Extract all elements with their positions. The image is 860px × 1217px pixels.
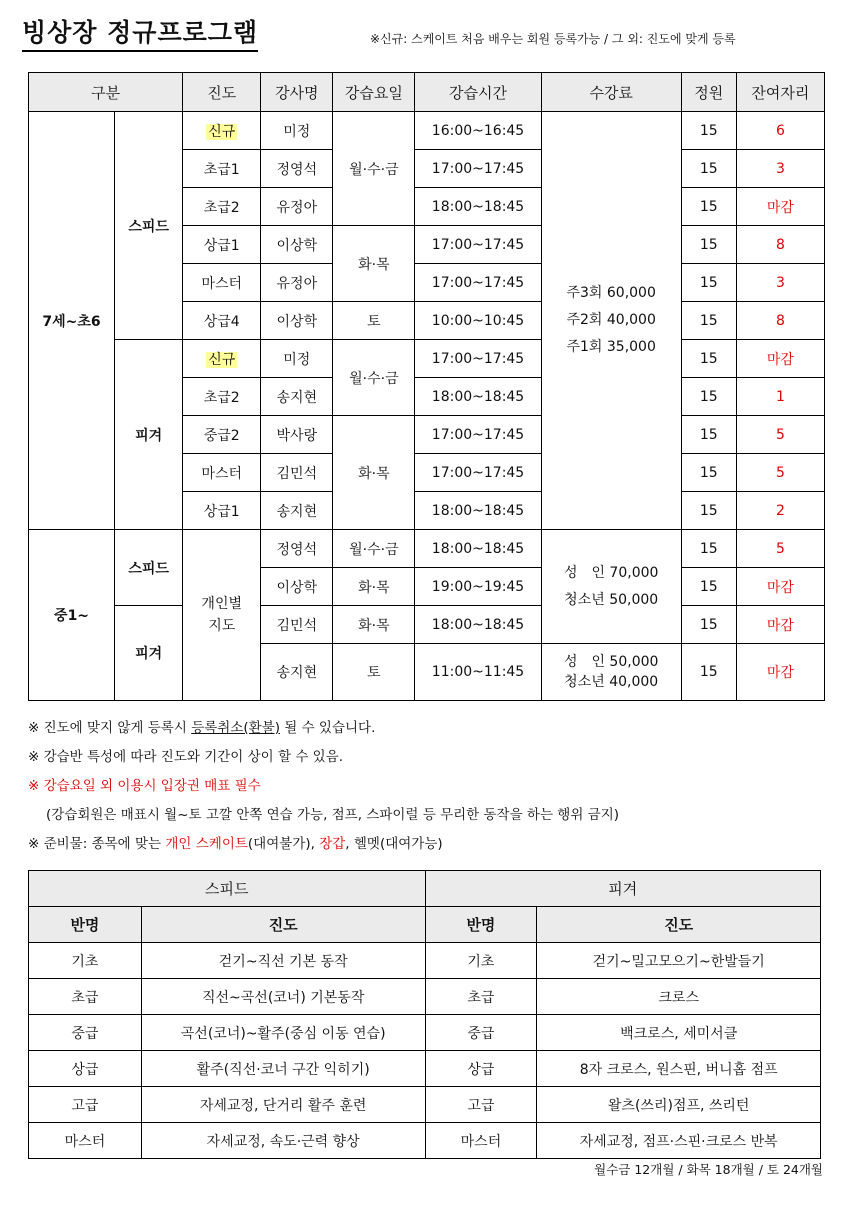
capacity-cell: 15 bbox=[681, 302, 736, 340]
progress-cell: 자세교정, 점프·스핀·크로스 반복 bbox=[537, 1123, 821, 1159]
teacher-cell: 송지현 bbox=[261, 378, 333, 416]
sport-speed: 스피드 bbox=[115, 112, 183, 340]
table-header-row bbox=[29, 73, 825, 112]
level-cell: 상급1 bbox=[183, 492, 261, 530]
time-cell: 18:00~18:45 bbox=[415, 378, 541, 416]
days-cell: 화·목 bbox=[333, 416, 415, 530]
teacher-cell: 이상학 bbox=[261, 302, 333, 340]
teacher-cell: 유정아 bbox=[261, 264, 333, 302]
capacity-cell: 15 bbox=[681, 644, 736, 701]
days-cell: 토 bbox=[333, 302, 415, 340]
table-row bbox=[29, 1087, 821, 1123]
capacity-cell: 15 bbox=[681, 492, 736, 530]
capacity-cell: 15 bbox=[681, 568, 736, 606]
class-cell: 초급 bbox=[425, 979, 537, 1015]
teacher-cell: 김민석 bbox=[261, 454, 333, 492]
fee-line: 주1회 35,000 bbox=[566, 339, 656, 355]
teacher-cell: 유정아 bbox=[261, 188, 333, 226]
remaining-cell: 마감 bbox=[736, 568, 824, 606]
header-fee: 수강료 bbox=[541, 73, 681, 112]
page-title: 빙상장 정규프로그램 bbox=[22, 18, 258, 52]
schedule-table bbox=[28, 72, 825, 701]
top-note: ※신규: 스케이트 처음 배우는 회원 등록가능 / 그 외: 진도에 맞게 등록 bbox=[370, 32, 736, 46]
teacher-cell: 미정 bbox=[261, 340, 333, 378]
time-cell: 17:00~17:45 bbox=[415, 150, 541, 188]
remaining-cell: 마감 bbox=[736, 644, 824, 701]
header-days: 강습요일 bbox=[333, 73, 415, 112]
time-cell: 16:00~16:45 bbox=[415, 112, 541, 150]
level-cell: 상급1 bbox=[183, 226, 261, 264]
time-cell: 18:00~18:45 bbox=[415, 530, 541, 568]
teacher-cell: 송지현 bbox=[261, 492, 333, 530]
fee-kids-cell bbox=[541, 112, 681, 530]
time-cell: 19:00~19:45 bbox=[415, 568, 541, 606]
capacity-cell: 15 bbox=[681, 416, 736, 454]
capacity-cell: 15 bbox=[681, 264, 736, 302]
fee-line: 청소년 40,000 bbox=[564, 674, 659, 690]
remaining-cell: 마감 bbox=[736, 340, 824, 378]
class-cell: 기초 bbox=[29, 943, 142, 979]
level-new-badge: 신규 bbox=[208, 123, 236, 140]
class-cell: 마스터 bbox=[29, 1123, 142, 1159]
remaining-cell: 5 bbox=[736, 416, 824, 454]
days-cell: 월·수·금 bbox=[333, 340, 415, 416]
progress-cell: 8자 크로스, 원스핀, 버니홉 점프 bbox=[537, 1051, 821, 1087]
level-cell: 마스터 bbox=[183, 264, 261, 302]
capacity-cell: 15 bbox=[681, 378, 736, 416]
teacher-cell: 정영석 bbox=[261, 530, 333, 568]
progress-cell: 왈츠(쓰리)점프, 쓰리턴 bbox=[537, 1087, 821, 1123]
fee-teen2-cell bbox=[541, 644, 681, 701]
note-line: ※ 강습반 특성에 따라 진도와 기간이 상이 할 수 있음. bbox=[28, 749, 344, 765]
time-cell: 18:00~18:45 bbox=[415, 606, 541, 644]
sport-figure-teen: 피겨 bbox=[115, 606, 183, 701]
teacher-cell: 이상학 bbox=[261, 226, 333, 264]
table-row bbox=[29, 530, 825, 568]
remaining-cell: 3 bbox=[736, 264, 824, 302]
group-teen: 중1~ bbox=[29, 530, 115, 701]
progress-figure-header: 피겨 bbox=[425, 871, 821, 907]
remaining-cell: 2 bbox=[736, 492, 824, 530]
progress-cell: 활주(직선·코너 구간 익히기) bbox=[141, 1051, 425, 1087]
days-cell: 토 bbox=[333, 644, 415, 701]
class-cell: 마스터 bbox=[425, 1123, 537, 1159]
level-cell: 상급4 bbox=[183, 302, 261, 340]
table-row bbox=[29, 1015, 821, 1051]
header-category: 구분 bbox=[29, 73, 183, 112]
remaining-cell: 마감 bbox=[736, 188, 824, 226]
note-line: ※ 진도에 맞지 않게 등록시 등록취소(환불) 될 수 있습니다. bbox=[28, 720, 376, 736]
table-row bbox=[29, 943, 821, 979]
time-cell: 17:00~17:45 bbox=[415, 226, 541, 264]
teacher-cell: 김민석 bbox=[261, 606, 333, 644]
table-row bbox=[29, 340, 825, 378]
individual-cell: 개인별 지도 bbox=[183, 530, 261, 701]
days-cell: 화·목 bbox=[333, 568, 415, 606]
progress-subheader-row bbox=[29, 907, 821, 943]
remaining-cell: 8 bbox=[736, 226, 824, 264]
sport-speed-teen: 스피드 bbox=[115, 530, 183, 606]
progress-header-row bbox=[29, 871, 821, 907]
refund-underline: 등록취소(환불) bbox=[191, 720, 280, 736]
group-kids: 7세~초6 bbox=[29, 112, 115, 530]
class-header: 반명 bbox=[29, 907, 142, 943]
fee-line: 청소년 50,000 bbox=[564, 591, 659, 608]
capacity-cell: 15 bbox=[681, 226, 736, 264]
level-cell: 초급1 bbox=[183, 150, 261, 188]
fee-line: 성 인 70,000 bbox=[563, 564, 659, 581]
header-time: 강습시간 bbox=[415, 73, 541, 112]
class-cell: 기초 bbox=[425, 943, 537, 979]
time-cell: 17:00~17:45 bbox=[415, 264, 541, 302]
remaining-cell: 6 bbox=[736, 112, 824, 150]
table-row bbox=[29, 979, 821, 1015]
remaining-cell: 8 bbox=[736, 302, 824, 340]
days-cell: 화·목 bbox=[333, 226, 415, 302]
progress-cell: 곡선(코너)~활주(중심 이동 연습) bbox=[141, 1015, 425, 1051]
teacher-cell: 정영석 bbox=[261, 150, 333, 188]
class-cell: 중급 bbox=[29, 1015, 142, 1051]
teacher-cell: 박사랑 bbox=[261, 416, 333, 454]
note-line: (강습회원은 매표시 월~토 고깔 안쪽 연습 가능, 점프, 스파이럴 등 무리한 동작을 하는 행위 금지) bbox=[46, 807, 620, 823]
capacity-cell: 15 bbox=[681, 188, 736, 226]
class-cell: 중급 bbox=[425, 1015, 537, 1051]
remaining-cell: 1 bbox=[736, 378, 824, 416]
teacher-cell: 송지현 bbox=[261, 644, 333, 701]
capacity-cell: 15 bbox=[681, 112, 736, 150]
time-cell: 10:00~10:45 bbox=[415, 302, 541, 340]
remaining-cell: 5 bbox=[736, 530, 824, 568]
fee-line: 성 인 50,000 bbox=[563, 654, 659, 670]
days-cell: 화·목 bbox=[333, 606, 415, 644]
time-cell: 18:00~18:45 bbox=[415, 492, 541, 530]
level-cell: 초급2 bbox=[183, 378, 261, 416]
time-cell: 17:00~17:45 bbox=[415, 454, 541, 492]
progress-speed-header: 스피드 bbox=[29, 871, 426, 907]
teacher-cell: 미정 bbox=[261, 112, 333, 150]
progress-table bbox=[28, 870, 821, 1159]
time-cell: 17:00~17:45 bbox=[415, 416, 541, 454]
sport-figure: 피겨 bbox=[115, 340, 183, 530]
class-cell: 초급 bbox=[29, 979, 142, 1015]
level-cell: 초급2 bbox=[183, 188, 261, 226]
time-cell: 18:00~18:45 bbox=[415, 188, 541, 226]
progress-cell: 백크로스, 세미서클 bbox=[537, 1015, 821, 1051]
teacher-cell: 이상학 bbox=[261, 568, 333, 606]
class-header: 반명 bbox=[425, 907, 537, 943]
capacity-cell: 15 bbox=[681, 606, 736, 644]
table-row bbox=[29, 1051, 821, 1087]
class-cell: 고급 bbox=[425, 1087, 537, 1123]
header-remaining: 잔여자리 bbox=[736, 73, 824, 112]
progress-cell: 걷기~밀고모으기~한발들기 bbox=[537, 943, 821, 979]
class-cell: 고급 bbox=[29, 1087, 142, 1123]
level-new-badge: 신규 bbox=[208, 351, 236, 368]
remaining-cell: 3 bbox=[736, 150, 824, 188]
note-line-red: ※ 강습요일 외 이용시 입장권 매표 필수 bbox=[28, 778, 261, 794]
fee-line: 주3회 60,000 bbox=[566, 285, 656, 301]
level-cell: 마스터 bbox=[183, 454, 261, 492]
note-line: ※ 준비물: 종목에 맞는 개인 스케이트(대여불가), 장갑, 헬멧(대여가능) bbox=[28, 836, 443, 852]
capacity-cell: 15 bbox=[681, 530, 736, 568]
progress-header: 진도 bbox=[141, 907, 425, 943]
capacity-cell: 15 bbox=[681, 150, 736, 188]
time-cell: 17:00~17:45 bbox=[415, 340, 541, 378]
table-row bbox=[29, 606, 825, 644]
capacity-cell: 15 bbox=[681, 454, 736, 492]
table-row bbox=[29, 112, 825, 150]
fee-line: 주2회 40,000 bbox=[566, 312, 656, 328]
progress-cell: 걷기~직선 기본 동작 bbox=[141, 943, 425, 979]
progress-header: 진도 bbox=[537, 907, 821, 943]
header-level: 진도 bbox=[183, 73, 261, 112]
days-cell: 월·수·금 bbox=[333, 112, 415, 226]
level-cell: 중급2 bbox=[183, 416, 261, 454]
fee-teen-cell bbox=[541, 530, 681, 644]
period-footer: 월수금 12개월 / 화목 18개월 / 토 24개월 bbox=[594, 1162, 823, 1177]
table-row bbox=[29, 1123, 821, 1159]
remaining-cell: 마감 bbox=[736, 606, 824, 644]
progress-cell: 자세교정, 단거리 활주 훈련 bbox=[141, 1087, 425, 1123]
class-cell: 상급 bbox=[425, 1051, 537, 1087]
progress-cell: 직선~곡선(코너) 기본동작 bbox=[141, 979, 425, 1015]
progress-cell: 자세교정, 속도·근력 향상 bbox=[141, 1123, 425, 1159]
progress-cell: 크로스 bbox=[537, 979, 821, 1015]
class-cell: 상급 bbox=[29, 1051, 142, 1087]
header-teacher: 강사명 bbox=[261, 73, 333, 112]
time-cell: 11:00~11:45 bbox=[415, 644, 541, 701]
days-cell: 월·수·금 bbox=[333, 530, 415, 568]
remaining-cell: 5 bbox=[736, 454, 824, 492]
capacity-cell: 15 bbox=[681, 340, 736, 378]
header-capacity: 정원 bbox=[681, 73, 736, 112]
notes bbox=[28, 714, 619, 859]
